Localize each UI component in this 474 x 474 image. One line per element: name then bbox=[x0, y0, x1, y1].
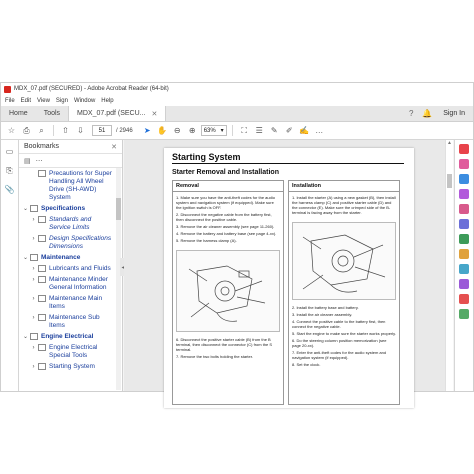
removal-heading: Removal bbox=[173, 181, 283, 192]
installation-step: 2. Install the battery base and battery. bbox=[292, 305, 359, 310]
bookmark-item[interactable] bbox=[19, 170, 122, 202]
chevron-right-icon[interactable]: › bbox=[32, 296, 35, 302]
left-navigation-rail bbox=[1, 140, 19, 391]
bookmark-label: Maintenance Sub Items bbox=[49, 314, 100, 329]
document-viewport[interactable] bbox=[124, 140, 445, 391]
starter-diagram bbox=[177, 251, 281, 331]
toolbar bbox=[1, 122, 473, 140]
bookmark-icon bbox=[30, 333, 38, 340]
notifications-icon[interactable]: 🔔 bbox=[422, 109, 433, 118]
scroll-mode-icon[interactable]: ☰ bbox=[255, 126, 263, 135]
installation-steps-continued bbox=[289, 302, 399, 372]
bookmark-label: Engine Electrical bbox=[41, 333, 94, 340]
chevron-right-icon[interactable]: › bbox=[32, 364, 35, 370]
chevron-right-icon[interactable]: › bbox=[32, 315, 35, 321]
comment-icon[interactable]: ✎ bbox=[270, 126, 278, 135]
bookmark-item[interactable] bbox=[19, 205, 122, 213]
section-title: Starting System bbox=[172, 152, 404, 164]
bookmark-label: Specifications bbox=[41, 205, 86, 212]
menu-edit[interactable]: Edit bbox=[20, 97, 32, 104]
bookmarks-list bbox=[19, 168, 122, 371]
bookmark-icon bbox=[38, 265, 46, 272]
bookmark-icon bbox=[38, 295, 46, 302]
bookmark-label: Lubricants and Fluids bbox=[49, 265, 111, 272]
removal-step: 4. Remove the battery and battery base (see page 4-xx). bbox=[176, 231, 277, 236]
hand-tool-icon[interactable]: ✋ bbox=[157, 126, 168, 135]
redact-icon[interactable] bbox=[459, 294, 469, 304]
tab-document-label: MDX_07.pdf (SECU... bbox=[77, 110, 146, 117]
bookmark-item[interactable] bbox=[19, 314, 122, 330]
menu-bar bbox=[1, 95, 473, 106]
pdf-page bbox=[164, 148, 414, 408]
bookmarks-title: Bookmarks bbox=[24, 143, 60, 150]
chevron-down-icon[interactable]: ⌄ bbox=[22, 334, 29, 340]
edit-pdf-icon[interactable] bbox=[459, 159, 469, 169]
bookmark-label: Design Specifications Dimensions bbox=[49, 235, 112, 250]
bookmark-icon bbox=[38, 235, 46, 242]
tools-rail bbox=[454, 140, 473, 391]
chevron-right-icon[interactable]: › bbox=[32, 345, 35, 351]
select-cursor-icon[interactable]: ➤ bbox=[143, 126, 151, 135]
starter-install-diagram bbox=[293, 223, 397, 299]
bookmarks-icon[interactable]: ⎘ bbox=[6, 165, 13, 175]
removal-step: 3. Remove the air cleaner assembly (see page 11-260). bbox=[176, 224, 275, 229]
bookmarks-panel bbox=[19, 140, 123, 391]
zoom-in-icon[interactable]: ⊕ bbox=[188, 126, 196, 135]
protect-icon[interactable] bbox=[459, 264, 469, 274]
zoom-value: 63% bbox=[203, 127, 216, 134]
bookmark-item[interactable] bbox=[19, 265, 122, 273]
zoom-out-icon[interactable]: ⊖ bbox=[173, 126, 181, 135]
attachment-icon[interactable]: 📎 bbox=[4, 185, 15, 194]
installation-heading: Installation bbox=[289, 181, 399, 192]
bookmark-label: Standards and Service Limits bbox=[49, 216, 92, 231]
chevron-down-icon[interactable]: ⌄ bbox=[22, 255, 29, 261]
send-for-signature-icon[interactable] bbox=[459, 279, 469, 289]
scan-ocr-icon[interactable] bbox=[459, 249, 469, 259]
organize-pages-icon[interactable] bbox=[459, 234, 469, 244]
zoom-select[interactable] bbox=[201, 125, 227, 136]
sign-in-button[interactable]: Sign In bbox=[443, 110, 465, 117]
close-icon[interactable]: ✕ bbox=[111, 143, 117, 151]
help-icon[interactable]: ? bbox=[408, 109, 414, 118]
removal-step: 2. Disconnect the negative cable from the battery first, then disconnect the positive cable. bbox=[176, 212, 272, 222]
bookmark-item[interactable] bbox=[19, 235, 122, 251]
search-icon[interactable]: ⌕ bbox=[39, 125, 44, 135]
removal-steps bbox=[173, 192, 283, 248]
chevron-right-icon[interactable]: › bbox=[32, 277, 35, 283]
menu-file[interactable]: File bbox=[5, 97, 15, 104]
acrobat-logo-icon bbox=[4, 86, 11, 93]
comment-tool-icon[interactable] bbox=[459, 204, 469, 214]
document-scrollbar[interactable] bbox=[445, 140, 453, 391]
installation-column bbox=[288, 180, 400, 405]
chevron-right-icon[interactable]: › bbox=[32, 236, 35, 242]
starter-installation-illustration bbox=[292, 222, 396, 300]
menu-view[interactable]: View bbox=[37, 97, 50, 104]
menu-window[interactable]: Window bbox=[73, 97, 96, 104]
subsection-title: Starter Removal and Installation bbox=[172, 169, 279, 176]
chevron-right-icon[interactable]: › bbox=[32, 266, 35, 272]
removal-step: 7. Remove the two bolts holding the starter. bbox=[176, 354, 253, 359]
fill-sign-icon[interactable] bbox=[459, 219, 469, 229]
page-total: / 2946 bbox=[116, 127, 133, 134]
bookmark-label: Starting System bbox=[49, 363, 95, 370]
installation-step: 4. Connect the positive cable to the battery first, then connect the negative cable. bbox=[292, 319, 386, 329]
bookmark-item[interactable] bbox=[19, 363, 122, 371]
scrollbar-thumb[interactable] bbox=[447, 174, 452, 188]
page-thumbnails-icon[interactable]: ▭ bbox=[5, 147, 14, 156]
chevron-down-icon[interactable]: ⌄ bbox=[22, 206, 29, 212]
expand-bookmarks-icon[interactable]: ▤ bbox=[24, 157, 31, 165]
installation-step: 6. Do the steering column position memorization (see page 20-xx). bbox=[292, 338, 387, 348]
bookmark-label: Maintenance bbox=[41, 254, 81, 261]
menu-sign[interactable]: Sign bbox=[55, 97, 68, 104]
bookmark-label: Maintenance Minder General Information bbox=[49, 276, 108, 291]
bookmark-icon bbox=[38, 170, 46, 177]
bookmark-item[interactable] bbox=[19, 333, 122, 341]
installation-step: 8. Set the clock. bbox=[292, 362, 321, 367]
bookmark-icon bbox=[38, 216, 46, 223]
bookmark-item[interactable] bbox=[19, 254, 122, 262]
scrollbar-thumb[interactable] bbox=[116, 198, 121, 220]
scroll-up-icon[interactable]: ▲ bbox=[447, 140, 452, 146]
bookmarks-tools bbox=[19, 154, 122, 168]
page-number-input[interactable]: 51 bbox=[92, 125, 112, 136]
removal-step: 5. Remove the harness clamp (A). bbox=[176, 238, 237, 243]
bookmark-item[interactable] bbox=[19, 216, 122, 232]
print-icon[interactable]: ⎙ bbox=[23, 125, 30, 135]
tab-tools[interactable]: Tools bbox=[43, 110, 61, 117]
installation-step: 3. Install the air cleaner assembly. bbox=[292, 312, 353, 317]
starter-removal-illustration bbox=[176, 250, 280, 332]
tab-bar bbox=[1, 106, 473, 122]
export-pdf-icon[interactable] bbox=[459, 174, 469, 184]
removal-column bbox=[172, 180, 284, 405]
menu-help[interactable]: Help bbox=[101, 97, 114, 104]
bookmark-item[interactable] bbox=[19, 295, 122, 311]
bookmark-icon bbox=[38, 276, 46, 283]
installation-step: 7. Enter the anti-theft codes for the audio system and navigation system (if equipped). bbox=[292, 350, 387, 360]
tab-home[interactable]: Home bbox=[9, 110, 28, 117]
bookmark-item[interactable] bbox=[19, 276, 122, 292]
removal-step: 1. Make sure you have the anti-theft codes for the audio system and navigation system (if equipped). Make sure the ignition switch is OFF. bbox=[176, 195, 275, 210]
removal-steps-continued bbox=[173, 334, 283, 364]
installation-step: 1. Install the starter (A) using a new gasket (B), then install the harness clamp (C) and positive starter cable (D) and the connector (E). Make sure the crimped side of the B-terminal is facing away from the starter. bbox=[292, 195, 396, 215]
bookmark-label: Precautions for Super Handling All Wheel Drive (SH-AWD) System bbox=[49, 170, 112, 201]
combine-files-icon[interactable] bbox=[459, 189, 469, 199]
tab-document[interactable] bbox=[68, 106, 166, 121]
bookmark-star-icon[interactable]: ☆ bbox=[7, 126, 16, 135]
highlight-icon[interactable]: ✐ bbox=[285, 126, 293, 135]
window-title: MDX_07.pdf (SECURED) - Adobe Acrobat Reader (64-bit) bbox=[14, 86, 169, 92]
chevron-down-icon: ▾ bbox=[220, 128, 224, 134]
next-page-icon[interactable]: ⇩ bbox=[77, 126, 84, 135]
bookmark-icon bbox=[38, 314, 46, 321]
bookmark-label: Engine Electrical Special Tools bbox=[49, 344, 98, 359]
bookmark-label: Maintenance Main Items bbox=[49, 295, 103, 310]
draw-icon[interactable]: ✍ bbox=[299, 126, 310, 135]
close-icon[interactable]: ✕ bbox=[151, 110, 158, 118]
bookmark-icon bbox=[38, 363, 46, 370]
bookmarks-header bbox=[19, 140, 122, 154]
acrobat-window bbox=[0, 82, 474, 392]
collapse-panel-icon[interactable]: ◂ bbox=[120, 258, 126, 276]
bookmark-icon bbox=[30, 254, 38, 261]
bookmark-item[interactable] bbox=[19, 344, 122, 360]
bookmark-icon bbox=[38, 344, 46, 351]
fit-page-icon[interactable]: ⛶ bbox=[241, 125, 247, 135]
installation-step: 5. Start the engine to make sure the starter works properly. bbox=[292, 331, 396, 336]
more-tools-icon[interactable]: … bbox=[315, 126, 324, 135]
create-pdf-icon[interactable] bbox=[459, 144, 469, 154]
removal-step: 6. Disconnect the positive starter cable (B) from the B terminal, then disconnect the connector (C) from the S terminal. bbox=[176, 337, 273, 352]
bookmarks-scrollbar[interactable] bbox=[116, 168, 121, 390]
installation-steps bbox=[289, 192, 399, 220]
options-icon[interactable]: ⋯ bbox=[35, 157, 43, 165]
more-tools-icon[interactable] bbox=[459, 309, 469, 319]
chevron-right-icon[interactable]: › bbox=[32, 217, 35, 223]
bookmark-icon bbox=[30, 205, 38, 212]
title-bar bbox=[1, 83, 473, 95]
previous-page-icon[interactable]: ⇧ bbox=[62, 126, 69, 135]
